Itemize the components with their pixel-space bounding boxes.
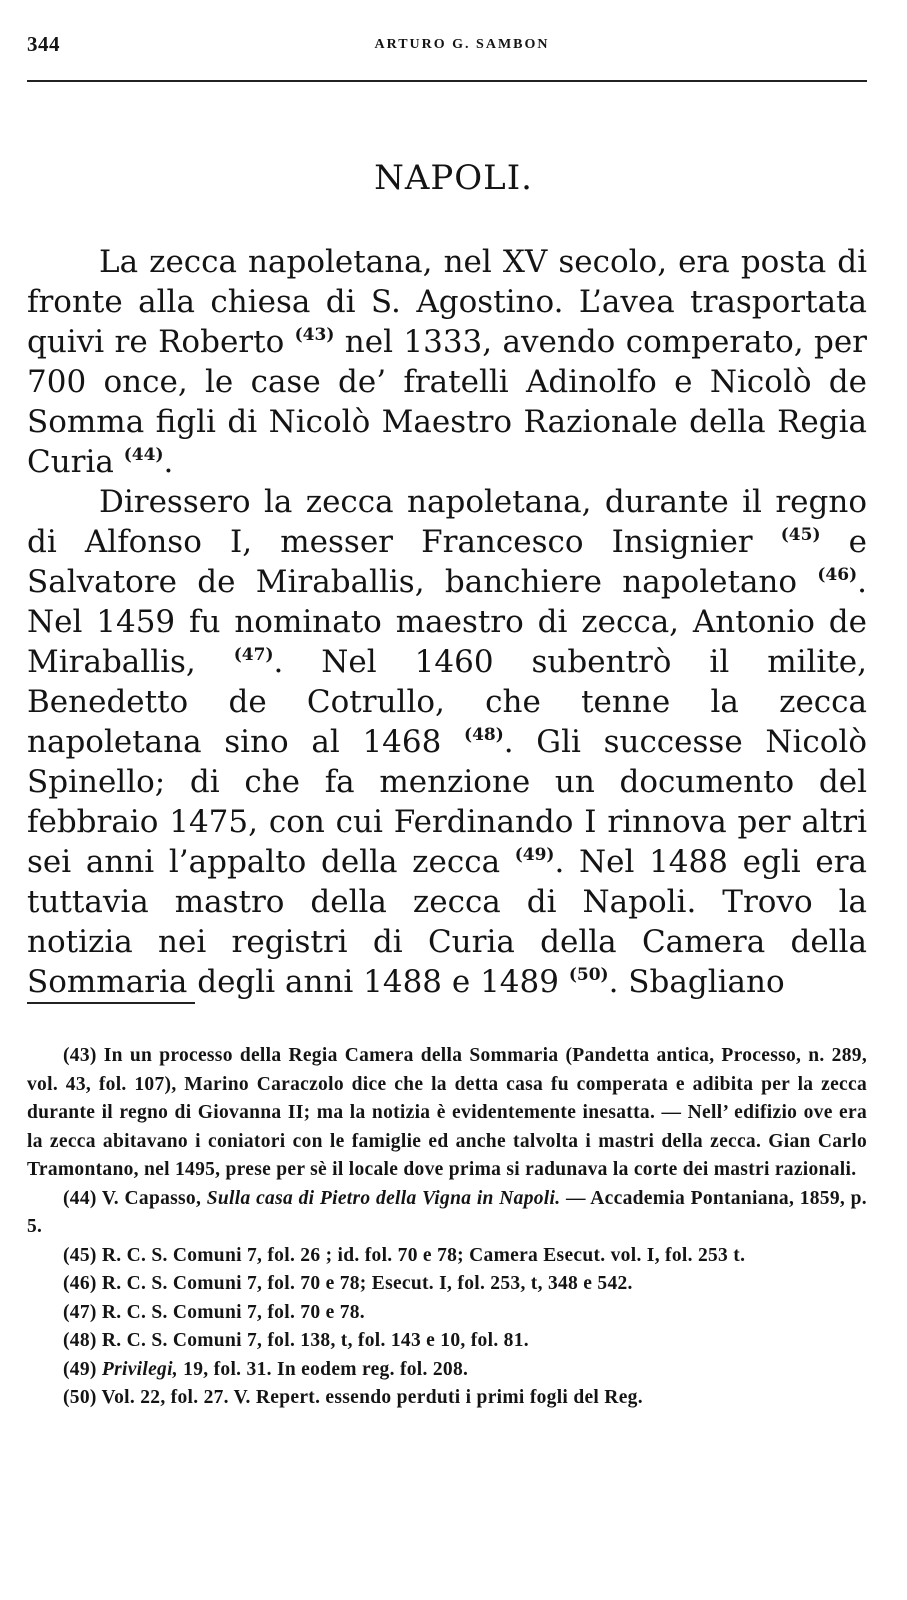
footnote-ref: (46) <box>817 565 858 585</box>
text-run: — Accademia Pontaniana, 1859, p. 5. <box>27 1187 867 1237</box>
header-rule <box>27 80 867 82</box>
text-run: . Nel 1459 fu nominato maestro di zecca, Antonio de Miraballis, <box>27 564 867 680</box>
footnote-ref: (49) <box>514 845 555 865</box>
page-header <box>27 32 867 62</box>
text-run: nel 1333, avendo comperato, per 700 once, le case de’ fratelli Adinolfo e Nicolò de Somma figli di Nicolò Maestro Razionale della Regia Curia <box>27 324 868 480</box>
text-run: Diressero la zecca napoletana, durante il regno di Alfonso I, messer Francesco Insignier <box>27 484 867 560</box>
text-run: . <box>163 444 174 480</box>
text-run: (49) <box>63 1358 102 1380</box>
text-run: 19, fol. 31. In eodem reg. fol. 208. <box>177 1358 469 1380</box>
text-run: (47) R. C. S. Comuni 7, fol. 70 e 78. <box>63 1301 365 1323</box>
text-run: e Salvatore de Miraballis, banchiere napoletano <box>27 524 867 600</box>
page-number: 344 <box>27 32 60 56</box>
italic-title: Privilegi, <box>101 1358 178 1380</box>
text-run: (48) R. C. S. Comuni 7, fol. 138, t, fol. 143 e 10, fol. 81. <box>63 1330 529 1351</box>
italic-title: Sulla casa di Pietro della Vigna in Napoli. <box>206 1187 561 1209</box>
text-run: . Sbagliano <box>608 964 785 1000</box>
footnote-rule <box>27 1002 195 1004</box>
footnotes <box>27 1042 867 1413</box>
footnote <box>27 1270 867 1299</box>
footnote-ref: (43) <box>294 325 335 345</box>
footnote <box>27 1185 867 1242</box>
footnote <box>27 1042 867 1185</box>
paragraph <box>27 482 867 1002</box>
text-run: (43) In un processo della Regia Camera della Sommaria (Pandetta antica, Processo, n. 289, vol. 43, fol. 107), Marino Caraczolo dice che la detta casa fu comperata e adibita per la zecca durante il regno di Giovanna II; ma la notizia è evidentemente inesatta. — Nell’ edifizio ove era la zecca abitavano i coniatori con le famiglie ed anche talvolta i mastri della zecca. Gian Carlo Tramontano, nel 1495, prese per sè il locale dove prima si radunava la corte dei mastri razionali. <box>27 1045 867 1180</box>
text-run: . Nel 1488 egli era tuttavia mastro della zecca di Napoli. Trovo la notizia nei registri di Curia della Camera della Sommaria degli anni 1488 e 1489 <box>27 844 867 1000</box>
footnote-ref: (44) <box>123 445 164 465</box>
footnote <box>27 1242 867 1271</box>
main-text <box>27 242 867 1002</box>
text-run: (46) R. C. S. Comuni 7, fol. 70 e 78; Esecut. I, fol. 253, t, 348 e 542. <box>63 1273 633 1294</box>
text-run: (44) V. Capasso, <box>63 1187 207 1209</box>
footnote <box>27 1327 867 1356</box>
running-head: ARTURO G. SAMBON <box>374 37 550 52</box>
text-run: (50) Vol. 22, fol. 27. V. Repert. essendo perduti i primi fogli del Reg. <box>63 1387 643 1408</box>
footnote <box>27 1299 867 1328</box>
footnote-ref: (50) <box>568 965 609 985</box>
text-run: La zecca napoletana, nel XV secolo, era posta di fronte alla chiesa di S. Agostino. L’avea trasportata quivi re Roberto <box>27 244 867 360</box>
text-run: . Gli successe Nicolò Spinello; di che fa menzione un documento del febbraio 1475, con cui Ferdinando I rinnova per altri sei anni l’appalto della zecca <box>27 724 867 880</box>
footnote-ref: (48) <box>464 725 504 745</box>
section-title: NAPOLI. <box>374 158 533 198</box>
footnote <box>27 1384 867 1413</box>
paragraph <box>27 242 867 482</box>
footnote <box>27 1356 867 1385</box>
footnote-ref: (45) <box>780 525 821 545</box>
text-run: (45) R. C. S. Comuni 7, fol. 26 ; id. fol. 70 e 78; Camera Esecut. vol. I, fol. 253 t. <box>63 1244 746 1266</box>
footnote-ref: (47) <box>233 645 274 665</box>
text-run: . Nel 1460 subentrò il milite, Benedetto de Cotrullo, che tenne la zecca napoletana sino al 1468 <box>27 644 867 760</box>
